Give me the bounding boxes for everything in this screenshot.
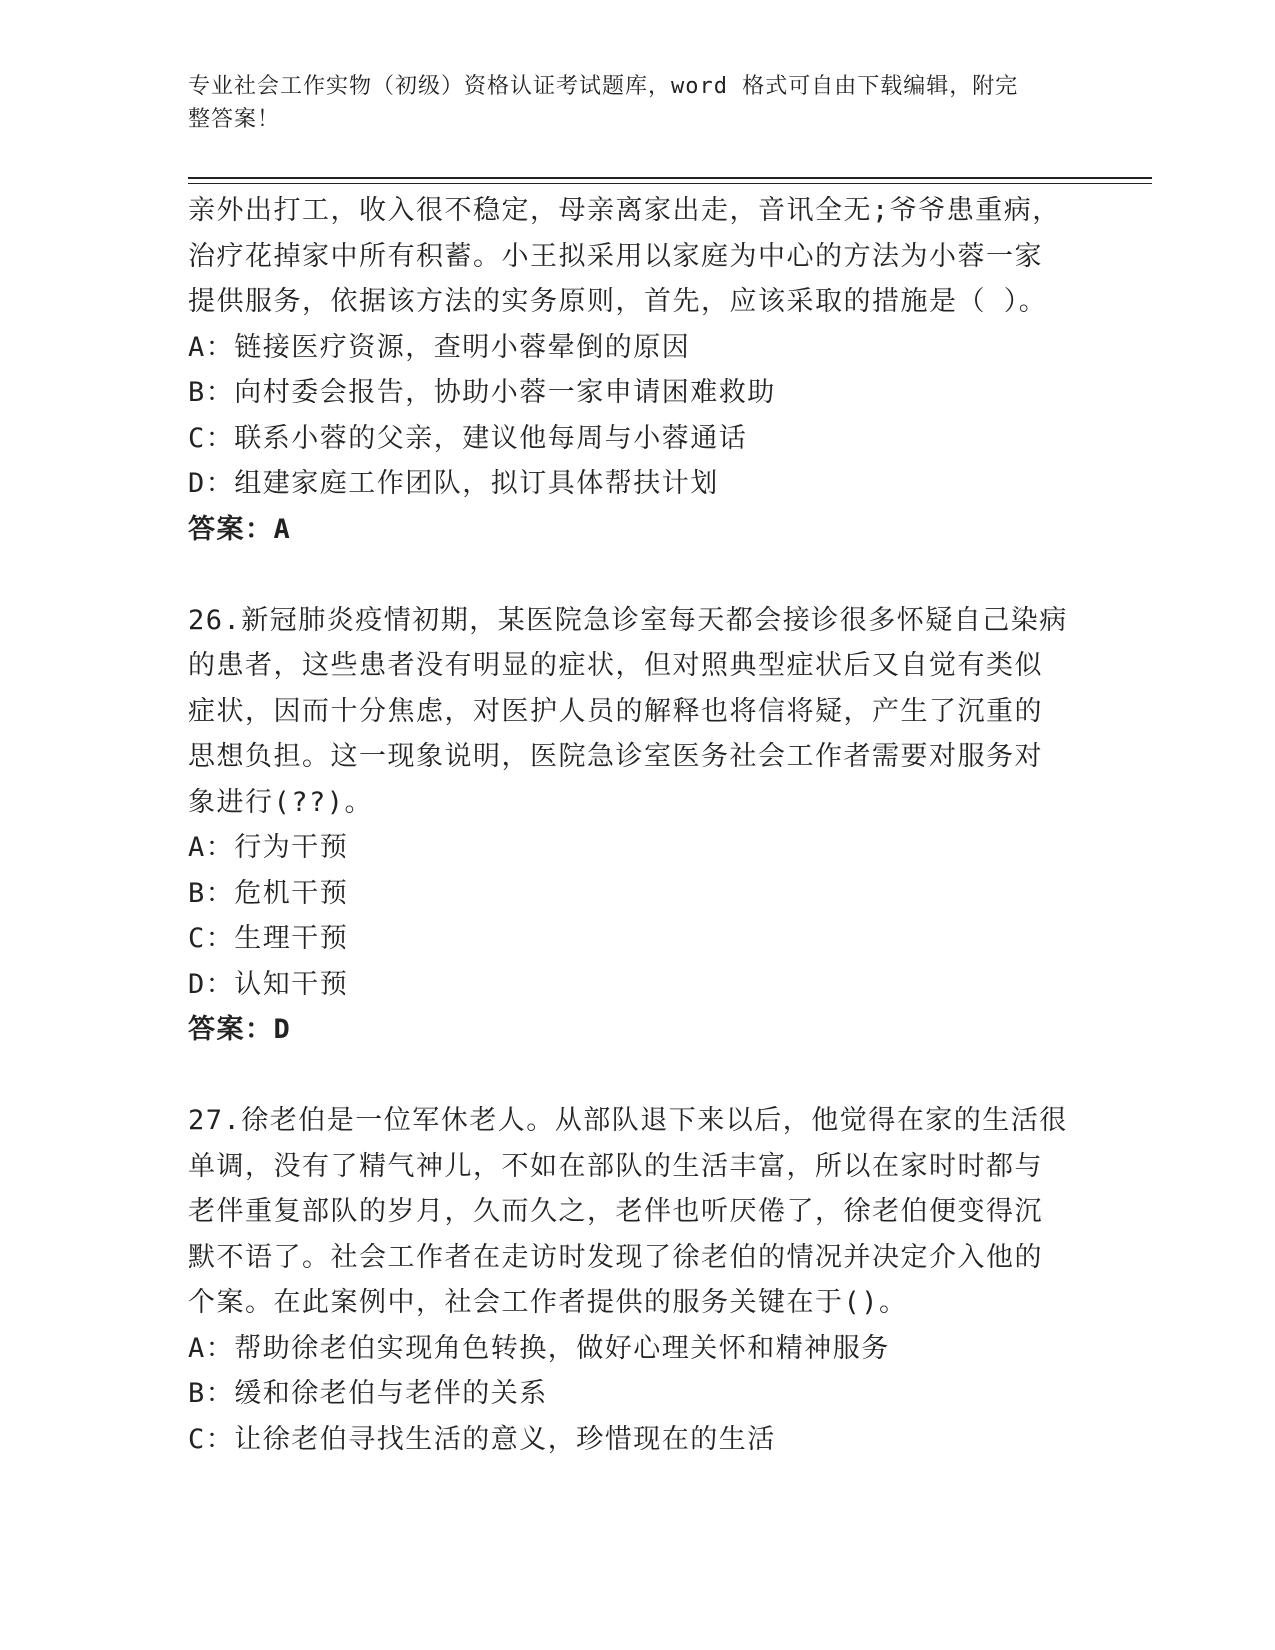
- option-b: B：缓和徐老伯与老伴的关系: [188, 1378, 548, 1409]
- question-stem-line: 治疗花掉家中所有积蓄。小王拟采用以家庭为中心的方法为小蓉一家: [188, 240, 1043, 272]
- question-stem-line: 思想负担。这一现象说明，医院急诊室医务社会工作者需要对服务对: [188, 741, 1043, 772]
- header-line-1: 专业社会工作实物（初级）资格认证考试题库，word 格式可自由下载编辑，附完: [188, 74, 1019, 99]
- question-content: [188, 188, 1088, 1462]
- option-b: B：向村委会报告，协助小蓉一家申请困难救助: [188, 377, 776, 408]
- question-stem-line: 的患者，这些患者没有明显的症状，但对照典型症状后又自觉有类似: [188, 650, 1043, 681]
- question-stem-line: 26.新冠肺炎疫情初期，某医院急诊室每天都会接诊很多怀疑自己染病: [188, 604, 1068, 636]
- answer-label: 答案：D: [188, 1014, 292, 1045]
- question-25: [188, 188, 1088, 552]
- option-a: A：帮助徐老伯实现角色转换，做好心理关怀和精神服务: [188, 1332, 890, 1364]
- question-stem-line: 提供服务，依据该方法的实务原则，首先，应该采取的措施是（ ）。: [188, 286, 1048, 317]
- question-spacer: [188, 552, 1088, 598]
- option-d: D：认知干预: [188, 968, 349, 1000]
- option-c: C：让徐老伯寻找生活的意义，珍惜现在的生活: [188, 1423, 776, 1455]
- answer-label: 答案：A: [188, 513, 292, 545]
- question-stem-line: 默不语了。社会工作者在走访时发现了徐老伯的情况并决定介入他的: [188, 1241, 1043, 1273]
- option-c: C：联系小蓉的父亲，建议他每周与小蓉通话: [188, 422, 748, 454]
- question-stem-line: 个案。在此案例中，社会工作者提供的服务关键在于()。: [188, 1287, 908, 1318]
- question-stem-line: 老伴重复部队的岁月，久而久之，老伴也听厌倦了，徐老伯便变得沉: [188, 1196, 1043, 1227]
- header-line-2: 整答案！: [188, 107, 281, 132]
- option-b: B：危机干预: [188, 877, 349, 909]
- page-header: [188, 70, 1068, 136]
- question-stem-line: 单调，没有了精气神儿，不如在部队的生活丰富，所以在家时时都与: [188, 1150, 1043, 1182]
- question-stem-line: 症状，因而十分焦虑，对医护人员的解释也将信将疑，产生了沉重的: [188, 695, 1043, 727]
- question-spacer: [188, 1053, 1088, 1099]
- question-stem-line: 亲外出打工，收入很不稳定，母亲离家出走，音讯全无;爷爷患重病，: [188, 195, 1061, 226]
- header-rule-thin: [188, 183, 1152, 184]
- question-stem-line: 27.徐老伯是一位军休老人。从部队退下来以后，他觉得在家的生活很: [188, 1105, 1068, 1136]
- header-rule-thick: [188, 177, 1152, 179]
- question-27: [188, 1098, 1088, 1462]
- question-26: [188, 598, 1088, 1053]
- option-d: D：组建家庭工作团队，拟订具体帮扶计划: [188, 468, 719, 499]
- option-c: C：生理干预: [188, 923, 349, 954]
- option-a: A：链接医疗资源，查明小蓉晕倒的原因: [188, 331, 691, 363]
- question-stem-line: 象进行(??)。: [188, 786, 374, 818]
- option-a: A：行为干预: [188, 832, 349, 863]
